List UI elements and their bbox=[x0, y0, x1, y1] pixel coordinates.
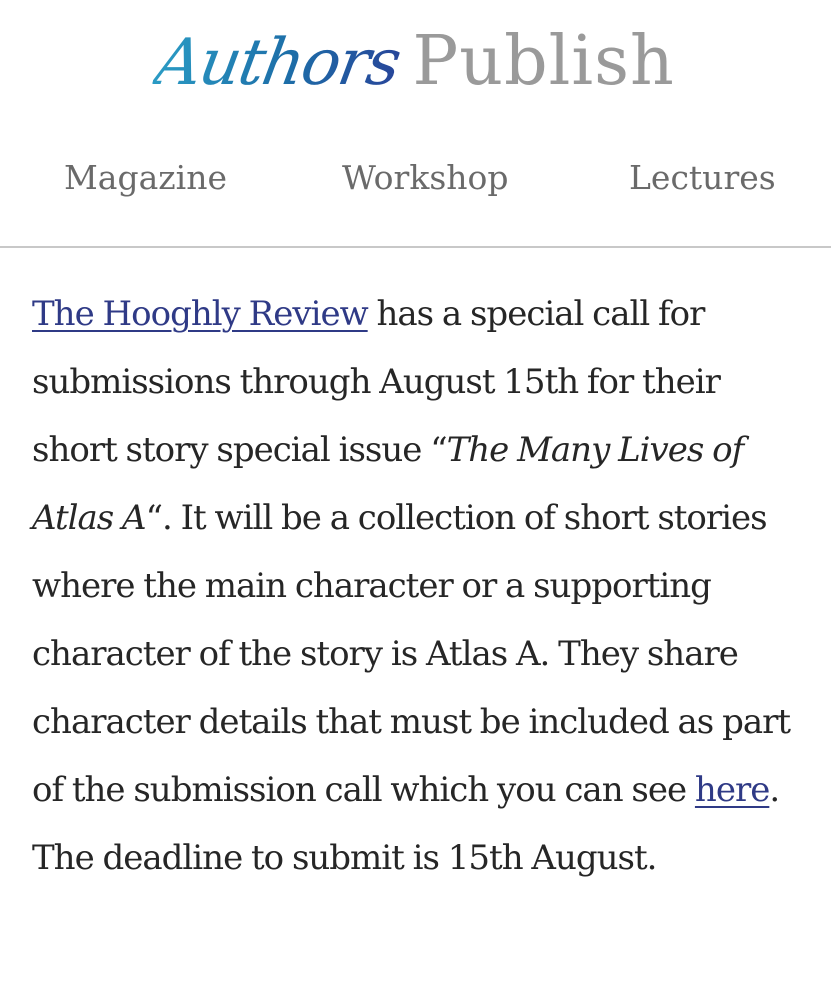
issue-title: The Many Lives of Atlas A bbox=[32, 430, 744, 538]
site-logo[interactable] bbox=[0, 22, 831, 112]
article-paragraph bbox=[32, 280, 802, 892]
nav-item-workshop[interactable]: Workshop bbox=[342, 158, 509, 197]
main-nav bbox=[0, 150, 831, 206]
site-header bbox=[0, 0, 831, 248]
nav-item-magazine[interactable]: Magazine bbox=[64, 158, 227, 197]
nav-item-lectures[interactable]: Lectures bbox=[629, 158, 776, 197]
logo-script-text: Authors bbox=[149, 26, 406, 100]
hooghly-review-link[interactable]: The Hooghly Review bbox=[32, 294, 368, 334]
article-text-2: “. It will be a collection of short stories where the main character or a supporting character of the story is Atlas A. They share character details that must be included as part of the submission call which you can see bbox=[32, 498, 791, 810]
logo-plain-text: Publish bbox=[412, 22, 675, 101]
article-body bbox=[32, 280, 802, 892]
here-link[interactable]: here bbox=[694, 770, 770, 810]
article-text-1: has a special call for submissions through August 15th for their short story special issue “ bbox=[32, 294, 720, 470]
article-text-3: . The deadline to submit is 15th August. bbox=[32, 770, 780, 878]
